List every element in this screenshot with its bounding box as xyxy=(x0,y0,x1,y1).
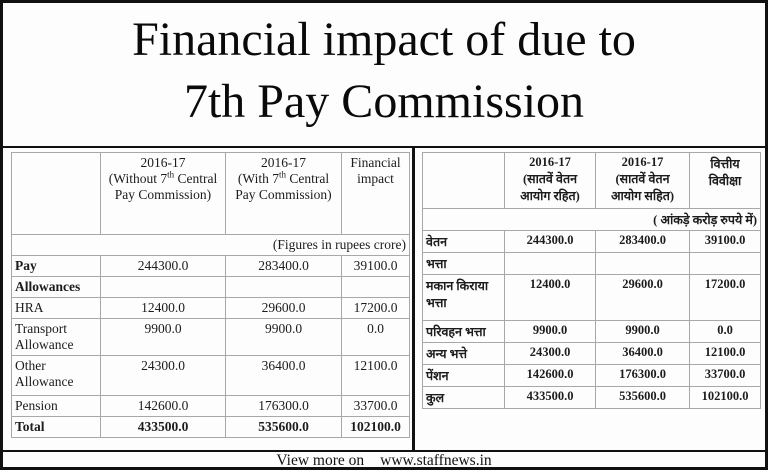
hindi-header-with-cpc xyxy=(596,153,690,209)
footer-bar xyxy=(3,452,765,470)
title-line-1: Financial impact of due to xyxy=(132,13,636,66)
table-row-total xyxy=(423,387,761,409)
hindi-pane xyxy=(415,148,765,450)
row-label: Pension xyxy=(12,396,101,417)
value-impact: 33700.0 xyxy=(690,365,761,387)
value-impact: 17200.0 xyxy=(690,275,761,321)
header-text: (With 7 xyxy=(237,171,279,186)
value-without-cpc: 12400.0 xyxy=(505,275,596,321)
row-label: वेतन xyxy=(423,231,505,253)
table-row xyxy=(423,365,761,387)
value-impact: 39100.0 xyxy=(342,256,410,277)
table-row xyxy=(12,319,410,356)
hindi-header-without-cpc xyxy=(505,153,596,209)
row-label: Transport Allowance xyxy=(12,319,101,356)
english-table xyxy=(11,152,410,438)
value-with-cpc: 9900.0 xyxy=(226,319,342,356)
value-without-cpc: 244300.0 xyxy=(505,231,596,253)
row-label: मकान किराया भत्ता xyxy=(423,275,505,321)
value-impact: 12100.0 xyxy=(342,356,410,396)
value-without-cpc: 12400.0 xyxy=(101,298,226,319)
value-without-cpc: 244300.0 xyxy=(101,256,226,277)
table-row xyxy=(12,277,410,298)
value-without-cpc: 9900.0 xyxy=(101,319,226,356)
value-without-cpc xyxy=(101,277,226,298)
english-header-financial-impact: Financial impact xyxy=(342,153,410,235)
value-impact: 17200.0 xyxy=(342,298,410,319)
hindi-units-note-row xyxy=(423,209,761,231)
value-impact: 102100.0 xyxy=(342,417,410,438)
value-without-cpc: 142600.0 xyxy=(101,396,226,417)
english-units-note-row xyxy=(12,235,410,256)
row-label: Allowances xyxy=(12,277,101,298)
table-row-total xyxy=(12,417,410,438)
table-row xyxy=(12,256,410,277)
row-label: अन्य भत्ते xyxy=(423,343,505,365)
value-with-cpc: 176300.0 xyxy=(596,365,690,387)
year-label: 2016-17 xyxy=(529,155,571,169)
row-label: Other Allowance xyxy=(12,356,101,396)
value-with-cpc: 535600.0 xyxy=(226,417,342,438)
value-with-cpc xyxy=(226,277,342,298)
header-text: (सातवें वेतन आयोग सहित) xyxy=(610,172,675,203)
table-row xyxy=(423,231,761,253)
value-with-cpc: 29600.0 xyxy=(226,298,342,319)
row-label: पेंशन xyxy=(423,365,505,387)
units-note: ( आंकड़े करोड़ रुपये में) xyxy=(423,209,761,231)
value-without-cpc: 9900.0 xyxy=(505,321,596,343)
year-label: 2016-17 xyxy=(261,155,306,170)
footer-text: View more on xyxy=(276,452,365,469)
page-title xyxy=(3,3,765,148)
year-label: 2016-17 xyxy=(621,155,664,169)
header-text: (सातवें वेतन आयोग रहित) xyxy=(520,172,580,203)
row-label: HRA xyxy=(12,298,101,319)
table-row xyxy=(423,321,761,343)
value-impact xyxy=(690,253,761,275)
value-impact: 33700.0 xyxy=(342,396,410,417)
value-with-cpc: 29600.0 xyxy=(596,275,690,321)
english-header-row xyxy=(12,153,410,235)
row-label: भत्ता xyxy=(423,253,505,275)
value-with-cpc: 283400.0 xyxy=(226,256,342,277)
title-line-2: 7th Pay Commission xyxy=(183,75,585,128)
value-without-cpc: 433500.0 xyxy=(505,387,596,409)
value-with-cpc: 9900.0 xyxy=(596,321,690,343)
value-with-cpc: 176300.0 xyxy=(226,396,342,417)
hindi-corner-cell xyxy=(423,153,505,209)
hindi-table xyxy=(422,152,761,409)
value-impact: 12100.0 xyxy=(690,343,761,365)
value-impact: 0.0 xyxy=(690,321,761,343)
value-without-cpc: 24300.0 xyxy=(505,343,596,365)
superscript-th: th xyxy=(167,169,175,180)
value-with-cpc xyxy=(596,253,690,275)
hindi-header-row xyxy=(423,153,761,209)
value-impact: 39100.0 xyxy=(690,231,761,253)
value-without-cpc: 142600.0 xyxy=(505,365,596,387)
value-without-cpc: 433500.0 xyxy=(101,417,226,438)
table-row xyxy=(12,396,410,417)
english-header-with-cpc xyxy=(226,153,342,235)
value-impact xyxy=(342,277,410,298)
year-label: 2016-17 xyxy=(140,155,186,170)
units-note: (Figures in rupees crore) xyxy=(12,235,410,256)
table-row xyxy=(12,356,410,396)
row-label: कुल xyxy=(423,387,505,409)
value-with-cpc: 535600.0 xyxy=(596,387,690,409)
table-row xyxy=(12,298,410,319)
english-pane xyxy=(3,148,412,450)
value-impact: 0.0 xyxy=(342,319,410,356)
value-with-cpc: 36400.0 xyxy=(596,343,690,365)
table-row xyxy=(423,253,761,275)
value-with-cpc: 36400.0 xyxy=(226,356,342,396)
value-without-cpc: 24300.0 xyxy=(101,356,226,396)
row-label: Total xyxy=(12,417,101,438)
row-label: Pay xyxy=(12,256,101,277)
table-row xyxy=(423,275,761,321)
row-label: परिवहन भत्ता xyxy=(423,321,505,343)
value-without-cpc xyxy=(505,253,596,275)
table-row xyxy=(423,343,761,365)
tables-area xyxy=(3,148,765,452)
footer-website: www.staffnews.in xyxy=(380,452,492,469)
hindi-header-financial-impact: वित्तीय विवीक्षा xyxy=(690,153,761,209)
header-text: (Without 7 xyxy=(108,171,168,186)
english-corner-cell xyxy=(12,153,101,235)
value-impact: 102100.0 xyxy=(690,387,761,409)
header-text: Central Pay Commission) xyxy=(235,171,332,202)
header-text: Central Pay Commission) xyxy=(114,171,218,202)
superscript-th: th xyxy=(278,169,286,180)
value-with-cpc: 283400.0 xyxy=(596,231,690,253)
english-header-without-cpc xyxy=(101,153,226,235)
